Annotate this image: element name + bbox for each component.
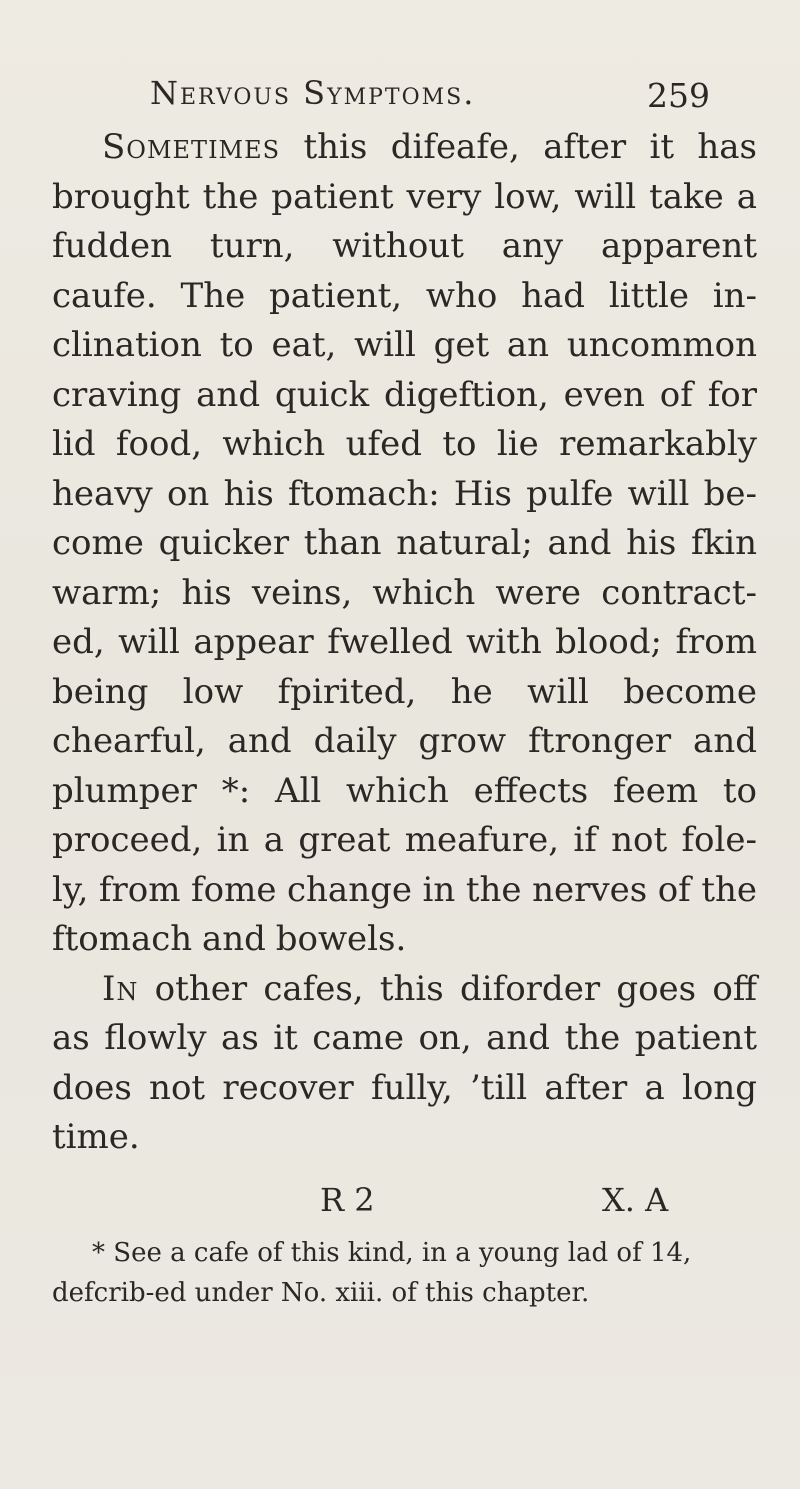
paragraph-2-text: other cafes, this diforder goes off as flowly as it came on, and the patient does not recover fully, ’till after a long time. [52, 968, 757, 1157]
footnote [52, 1233, 757, 1313]
page-number: 259 [647, 76, 710, 115]
catchword: X. A [602, 1181, 669, 1219]
running-title: Nervous Symptoms. [150, 74, 476, 112]
signature-marks [0, 1181, 800, 1231]
paragraph-2-lead-word: In [102, 968, 139, 1009]
paragraph-1-text: this difeafe, after it has brought the patient very low, will take a fudden turn, without any apparent caufe. The patient, who had little in-clination to eat, will get an uncommon craving and quick digeftion, even of for lid food, which ufed to lie remarkably heavy on his ftomach: His pulfe will be-come quicker than natural; and his fkin warm; his veins, which were contract-ed, will appear fwelled with blood; from being low fpirited, he will become chearful, and daily grow ftronger and plumper *: All which effects feem to proceed, in a great meafure, if not fole-ly, from fome change in the nerves of the ftomach and bowels. [52, 127, 757, 959]
running-head [150, 74, 710, 124]
body-text [52, 123, 757, 1163]
paragraph-2 [52, 965, 757, 1163]
signature-mark: R 2 [320, 1181, 375, 1219]
paragraph-1 [52, 123, 757, 965]
paragraph-1-lead-word: Sometimes [102, 127, 281, 167]
footnote-text: * See a cafe of this kind, in a young lad of 14, defcrib-ed under No. xiii. of this chapter. [52, 1238, 692, 1308]
